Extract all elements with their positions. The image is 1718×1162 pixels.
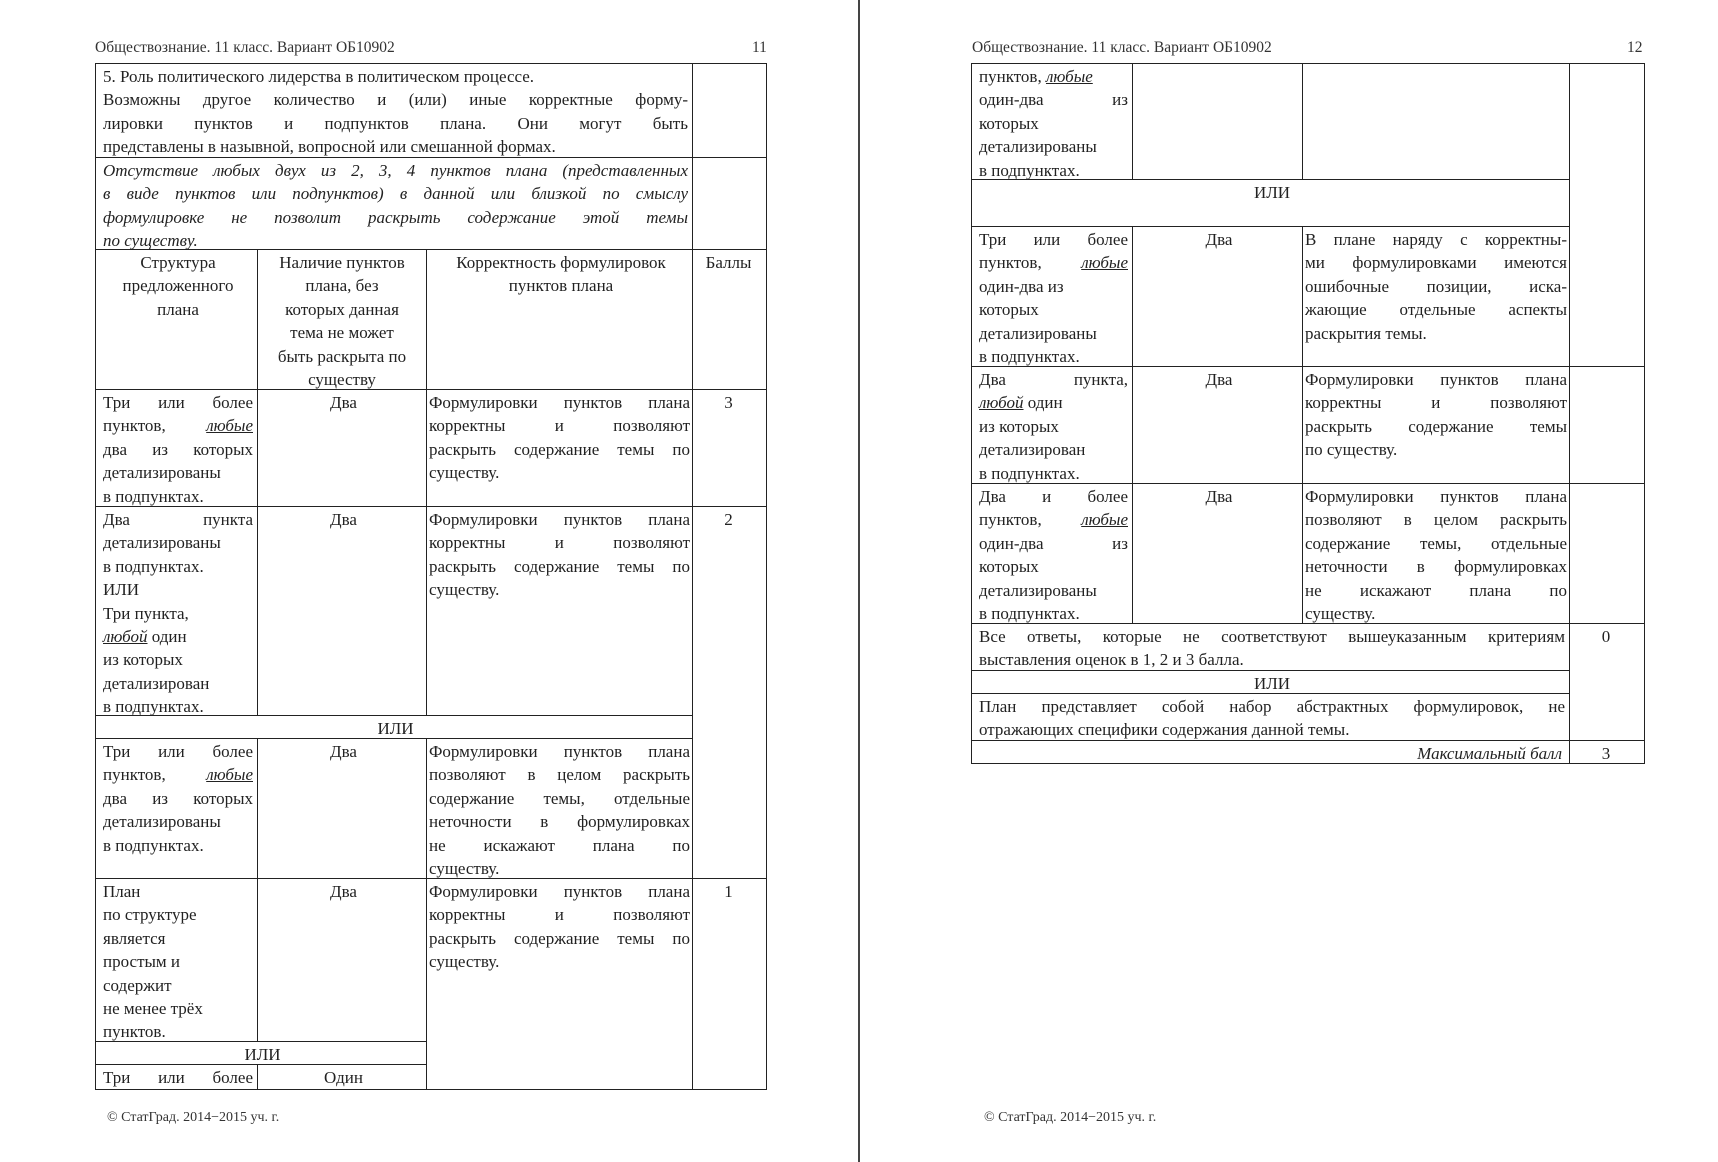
left-page-header: Обществознание. 11 класс. Вариант ОБ10902 bbox=[95, 39, 395, 56]
row5-presence: Один bbox=[324, 1068, 363, 1087]
max-score-label: Максимальный балл bbox=[1417, 744, 1562, 763]
row4-correctness: Формулировки пунктов плана корректны и позволяют раскрыть содержание темы по существу. bbox=[429, 882, 690, 972]
row2-points: 2 bbox=[724, 510, 733, 529]
topic-note: Отсутствие любых двух из 2, 3, 4 пунктов плана (представленных в виде пунктов или подпунктов) в данной или близкой по смыслу формулировке не позволит раскрыть содержание этой темы по существу. bbox=[103, 161, 688, 251]
zero-points: 0 bbox=[1601, 627, 1611, 646]
row1-presence: Два bbox=[330, 393, 357, 412]
row3-structure: Три или более пунктов, любые два из которых детализированы в подпунктах. bbox=[103, 742, 253, 855]
max-score-value: 3 bbox=[1601, 744, 1611, 763]
rowc-presence: Два bbox=[1205, 487, 1233, 506]
rowb-correctness: Формулировки пунктов плана корректны и позволяют раскрыть содержание темы по существу. bbox=[1305, 370, 1567, 460]
col-header-points: Баллы bbox=[705, 253, 752, 272]
or-separator: ИЛИ bbox=[377, 719, 414, 738]
row5-structure: Три или более bbox=[103, 1068, 253, 1087]
rowb-presence: Два bbox=[1205, 370, 1233, 389]
right-page-header: Обществознание. 11 класс. Вариант ОБ10902 bbox=[972, 39, 1272, 56]
col-header-structure: Структура предложенного плана bbox=[122, 253, 234, 319]
row3-presence: Два bbox=[330, 742, 357, 761]
row2-structure: Два пункта детализированы в подпунктах. ИЛИ Три пункта, любой один из которых детализирован в подпунктах. bbox=[103, 510, 253, 717]
or-separator: ИЛИ bbox=[1253, 674, 1291, 693]
rowb-structure: Два пункта, любой один из которых детализирован в подпунктах. bbox=[979, 370, 1128, 483]
cont-structure: пунктов, любые один-два из которых детализированы в подпунктах. bbox=[979, 67, 1128, 180]
right-page-footer: © СтатГрад. 2014−2015 уч. г. bbox=[984, 1110, 1157, 1125]
zero-criteria-text-alt: План представляет собой набор абстрактных формулировок, не отражающих специфики содержания данной темы. bbox=[979, 697, 1565, 740]
col-header-presence: Наличие пунктов плана, без которых данная тема не может быть раскрыта по существу bbox=[277, 253, 407, 390]
row4-structure: План по структуре является простым и содержит не менее трёх пунктов. bbox=[103, 882, 203, 1042]
or-separator: ИЛИ bbox=[1253, 183, 1291, 202]
zero-criteria-text: Все ответы, которые не соответствуют вышеуказанным критериям выставления оценок в 1, 2 и 3 балла. bbox=[979, 627, 1565, 670]
row4-presence: Два bbox=[330, 882, 357, 901]
page-spine bbox=[858, 0, 860, 1162]
topic-intro: 5. Роль политического лидерства в политическом процессе. Возможны другое количество и (или) иные корректные форму- лировки пунктов и подпунктов плана. Они могут быть представлены в назывной, вопросной или смешанной формах. bbox=[103, 67, 688, 157]
row1-structure: Три или более пунктов, любые два из которых детализированы в подпунктах. bbox=[103, 393, 253, 506]
row1-correctness: Формулировки пунктов плана корректны и позволяют раскрыть содержание темы по существу. bbox=[429, 393, 690, 483]
rowa-presence: Два bbox=[1205, 230, 1233, 249]
row4-points: 1 bbox=[724, 882, 733, 901]
or-separator: ИЛИ bbox=[244, 1045, 281, 1064]
rowa-correctness: В плане наряду с корректны- ми формулировками имеются ошибочные позиции, иска- жающие отдельные аспекты раскрытия темы. bbox=[1305, 230, 1567, 343]
left-page-footer: © СтатГрад. 2014−2015 уч. г. bbox=[107, 1110, 280, 1125]
row2-presence: Два bbox=[330, 510, 357, 529]
rowc-correctness: Формулировки пунктов плана позволяют в целом раскрыть содержание темы, отдельные неточности в формулировках не искажают плана по существу. bbox=[1305, 487, 1567, 624]
col-header-correctness: Корректность формулировок пунктов плана bbox=[456, 253, 666, 296]
row1-points: 3 bbox=[724, 393, 733, 412]
rowa-structure: Три или более пунктов, любые один-два из которых детализированы в подпунктах. bbox=[979, 230, 1128, 367]
row2-correctness: Формулировки пунктов плана корректны и позволяют раскрыть содержание темы по существу. bbox=[429, 510, 690, 600]
right-page-number: 12 bbox=[1627, 39, 1643, 56]
rowc-structure: Два и более пунктов, любые один-два из которых детализированы в подпунктах. bbox=[979, 487, 1128, 624]
row3-correctness: Формулировки пунктов плана позволяют в целом раскрыть содержание темы, отдельные неточности в формулировках не искажают плана по существу. bbox=[429, 742, 690, 879]
left-page-number: 11 bbox=[752, 39, 767, 56]
